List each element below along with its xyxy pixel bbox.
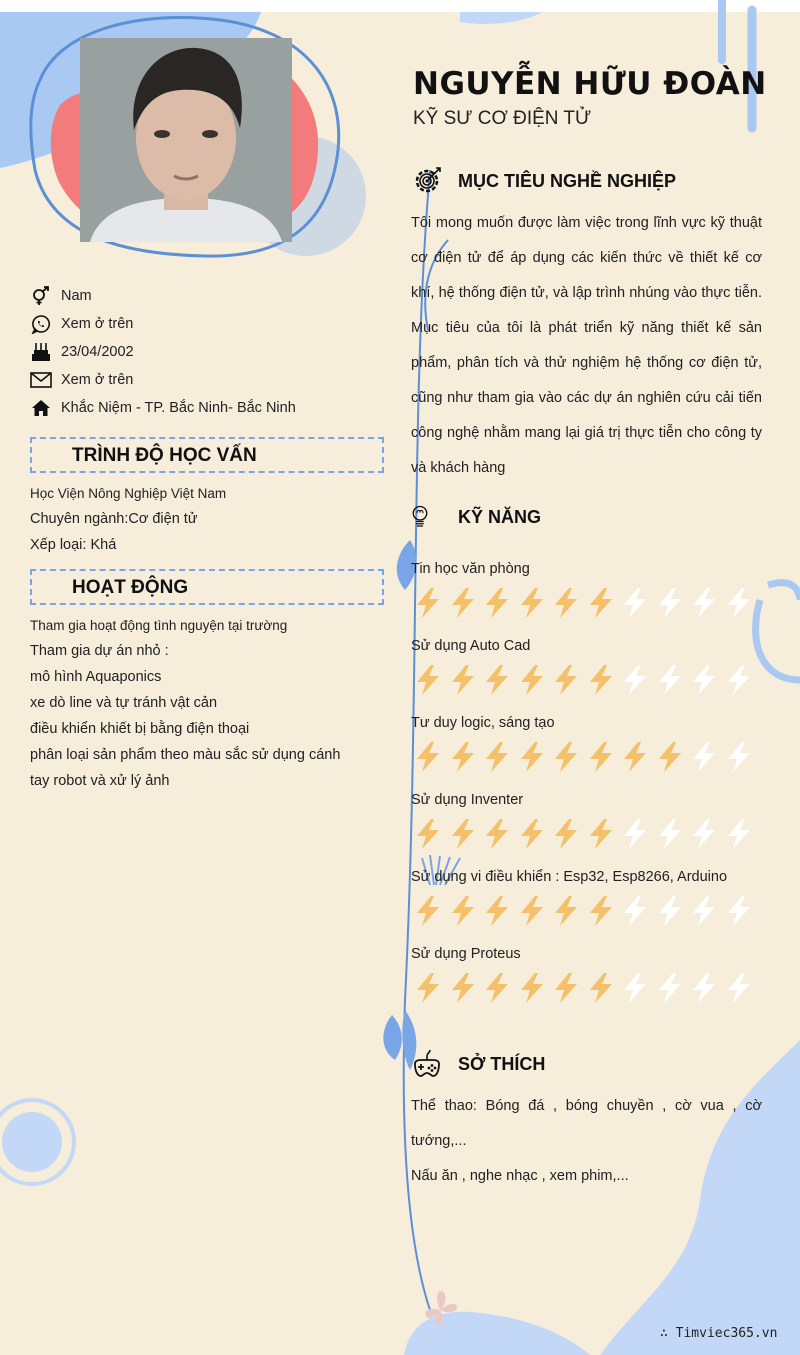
bolt-filled-icon: [446, 817, 480, 851]
bolt-filled-icon: [515, 817, 549, 851]
skill-label: Tư duy logic, sáng tạo: [411, 715, 555, 731]
bolt-empty-icon: [687, 586, 721, 620]
envelope-icon: [30, 369, 52, 391]
bolt-filled-icon: [411, 740, 445, 774]
hobbies-heading: SỞ THÍCH: [458, 1053, 546, 1074]
education-heading-box: [30, 437, 384, 473]
bolt-empty-icon: [687, 894, 721, 928]
bolt-filled-icon: [411, 971, 445, 1005]
contact-address-text: Khắc Niệm - TP. Bắc Ninh- Bắc Ninh: [61, 400, 296, 416]
bolt-filled-icon: [480, 586, 514, 620]
bolt-filled-icon: [584, 971, 618, 1005]
bolt-empty-icon: [653, 894, 687, 928]
lightbulb-icon: [411, 501, 435, 533]
activity-line: Tham gia dự án nhỏ :: [30, 643, 169, 659]
bolt-empty-icon: [687, 817, 721, 851]
bolt-filled-icon: [584, 817, 618, 851]
contact-birthday-text: 23/04/2002: [61, 344, 134, 360]
activity-line: Tham gia hoạt động tình nguyện tại trường: [30, 618, 288, 633]
bolt-filled-icon: [584, 740, 618, 774]
activities-heading-box: [30, 569, 384, 605]
skill-label: Sử dụng Auto Cad: [411, 638, 531, 654]
bolt-filled-icon: [618, 740, 652, 774]
skill-label: Tin học văn phòng: [411, 561, 530, 577]
bolt-filled-icon: [584, 663, 618, 697]
hobbies-heading-row: [411, 1047, 545, 1081]
bolt-filled-icon: [446, 740, 480, 774]
bolt-filled-icon: [549, 586, 583, 620]
activity-line: mô hình Aquaponics: [30, 669, 162, 685]
education-major: Chuyên ngành:Cơ điện tử: [30, 511, 198, 527]
bolt-filled-icon: [515, 663, 549, 697]
bolt-empty-icon: [653, 663, 687, 697]
bolt-filled-icon: [446, 586, 480, 620]
bolt-filled-icon: [515, 894, 549, 928]
bolt-empty-icon: [653, 817, 687, 851]
activity-line: tay robot và xử lý ảnh: [30, 773, 170, 789]
candidate-name: NGUYỄN HỮU ĐOÀN: [413, 66, 767, 102]
activities-heading: HOẠT ĐỘNG: [72, 577, 189, 598]
bolt-empty-icon: [618, 817, 652, 851]
home-icon: [30, 397, 52, 419]
contact-birthday: [30, 341, 134, 363]
job-title: KỸ SƯ CƠ ĐIỆN TỬ: [413, 108, 592, 129]
education-heading: TRÌNH ĐỘ HỌC VẤN: [72, 445, 257, 466]
bolt-empty-icon: [722, 586, 756, 620]
birthday-cake-icon: [30, 341, 52, 363]
bolt-empty-icon: [618, 663, 652, 697]
bolt-empty-icon: [653, 971, 687, 1005]
skill-label: Sử dụng Inventer: [411, 792, 524, 808]
contact-phone-text: Xem ở trên: [61, 316, 134, 332]
skills-heading-row: [411, 500, 541, 534]
brand-watermark: [660, 1326, 777, 1341]
bolt-empty-icon: [618, 586, 652, 620]
bolt-empty-icon: [687, 663, 721, 697]
bolt-filled-icon: [549, 740, 583, 774]
contact-email-text: Xem ở trên: [61, 372, 134, 388]
bolt-empty-icon: [722, 663, 756, 697]
hobby-line: Nấu ăn , nghe nhạc , xem phim,...: [411, 1168, 629, 1184]
bolt-filled-icon: [584, 894, 618, 928]
bolt-empty-icon: [618, 971, 652, 1005]
skills-heading: KỸ NĂNG: [458, 506, 542, 527]
bolt-empty-icon: [722, 740, 756, 774]
bolt-filled-icon: [411, 586, 445, 620]
bolt-empty-icon: [687, 740, 721, 774]
bolt-filled-icon: [480, 971, 514, 1005]
bolt-filled-icon: [549, 894, 583, 928]
bolt-filled-icon: [515, 740, 549, 774]
bolt-filled-icon: [584, 586, 618, 620]
bolt-filled-icon: [480, 817, 514, 851]
bolt-filled-icon: [653, 740, 687, 774]
whatsapp-icon: [30, 313, 52, 335]
bolt-filled-icon: [480, 740, 514, 774]
bolt-empty-icon: [722, 817, 756, 851]
bolt-filled-icon: [549, 663, 583, 697]
contact-address: [30, 397, 296, 419]
brand-dots-icon: ∴: [660, 1326, 676, 1341]
bolt-filled-icon: [446, 894, 480, 928]
gamepad-icon: [411, 1048, 443, 1080]
bolt-filled-icon: [480, 663, 514, 697]
bolt-filled-icon: [411, 663, 445, 697]
gender-icon: [30, 285, 52, 307]
brand-text: Timviec365.vn: [675, 1326, 778, 1341]
bolt-empty-icon: [722, 971, 756, 1005]
bolt-filled-icon: [515, 586, 549, 620]
activity-line: điều khiển khiết bị bằng điện thoại: [30, 721, 250, 737]
hobby-line: Thể thao: Bóng đá , bóng chuyền , cờ vua , cờ tướng,...: [411, 1098, 762, 1149]
activity-line: phân loại sản phẩm theo màu sắc sử dụng cánh: [30, 747, 341, 763]
contact-gender-text: Nam: [61, 288, 92, 304]
objective-heading-row: [411, 164, 676, 198]
bolt-filled-icon: [515, 971, 549, 1005]
bolt-filled-icon: [411, 817, 445, 851]
bolt-empty-icon: [618, 894, 652, 928]
activity-line: xe dò line và tự tránh vật cản: [30, 695, 218, 711]
skill-label: Sử dụng vi điều khiển : Esp32, Esp8266, Arduino: [411, 869, 728, 885]
bolt-filled-icon: [480, 894, 514, 928]
bolt-filled-icon: [549, 971, 583, 1005]
bolt-filled-icon: [411, 894, 445, 928]
education-school: Học Viện Nông Nghiệp Việt Nam: [30, 486, 227, 501]
contact-phone: [30, 313, 133, 335]
bolt-empty-icon: [722, 894, 756, 928]
skill-label: Sử dụng Proteus: [411, 946, 521, 962]
education-grade: Xếp loại: Khá: [30, 537, 117, 553]
bolt-empty-icon: [653, 586, 687, 620]
profile-photo: [80, 38, 292, 242]
bolt-filled-icon: [446, 663, 480, 697]
bolt-filled-icon: [549, 817, 583, 851]
bolt-empty-icon: [687, 971, 721, 1005]
contact-gender: [30, 285, 92, 307]
objective-text: Tôi mong muốn được làm việc trong lĩnh vực kỹ thuật cơ điện tử để áp dụng các kiến thức về thiết kế cơ khí, hệ thống điện tử, và lập trình nhúng vào thực tiễn. Mục tiêu của tôi là phát triển kỹ năng thiết kế sản phẩm, phân tích và thử nghiệm hệ thống cơ điện tử, cũng như tham gia vào các dự án nghiên cứu cải tiến công nghệ nhằm mang lại giá trị thực tiễn cho công ty và khách hàng: [411, 215, 762, 476]
gear-target-icon: [411, 165, 443, 197]
objective-heading: MỤC TIÊU NGHỀ NGHIỆP: [458, 170, 677, 191]
bolt-filled-icon: [446, 971, 480, 1005]
contact-email: [30, 369, 133, 391]
